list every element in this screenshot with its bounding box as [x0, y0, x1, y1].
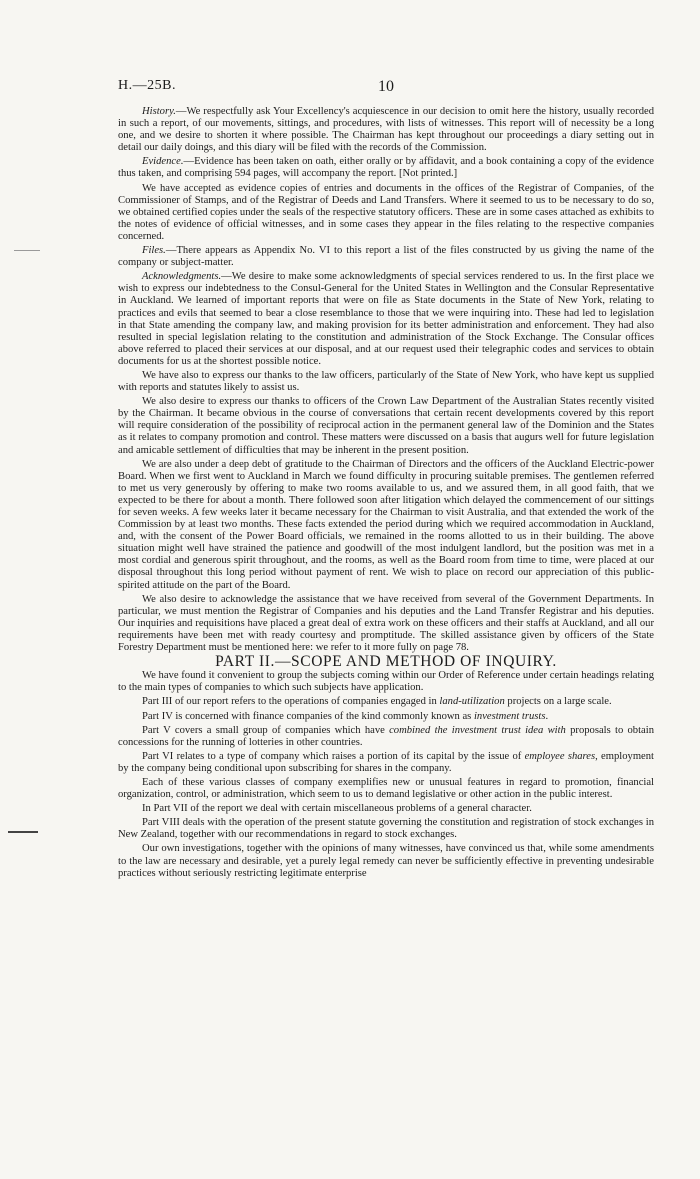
margin-mark — [8, 831, 38, 833]
paragraph-lead: History. — [142, 106, 176, 117]
paragraph-lead: Acknowledgments. — [142, 271, 222, 283]
document-reference: H.—25B. — [118, 78, 176, 93]
paragraph: Part V covers a small group of companies which have combined the investment trust idea with proposals to obtain concessions for the running of lotteries in other countries. — [118, 724, 654, 748]
paragraph: We are also under a deep debt of gratitude to the Chairman of Directors and the officers of the Auckland Electric-power Board. When we first went to Auckland in March we found difficulty in procuring suitable premises. The gentlemen referred to met us very generously by offering to make two rooms available to us, and we assured them, in all good faith, that we expected to be there for about a month. There followed soon after litigation which delayed the commencement of our sittings for seven weeks. A few weeks later it became necessary for the Chairman to visit Australia, and that extended the work of the Commission by at least two months. These facts extended the period during which we required accommodation in Auckland, and, with the consent of the Power Board officials, we remained in the rooms allotted to us in their building. The above situation might well have strained the patience and goodwill of the most indulgent landlord, but the position was met in a most cordial and generous spirit throughout, and the rooms, as well as the Board room from time to time, were placed at our disposal throughout this long period without payment of rent. We wish to place on record our appreciation of this public-spirited attitude on the part of the Board. — [118, 458, 654, 591]
paragraph-lead: Evidence. — [142, 156, 184, 168]
paragraph: Acknowledgments.—We desire to make some acknowledgments of special services rendered to us. In the first place we wish to express our indebtedness to the Consul-General for the United States in Wellington and the Consular Representative in Auckland. We learned of important reports that were on file as State documents in the State of New York, relating to practices and evils that seemed to bear a close resemblance to those that we were inquiring into. These had led to legislation in that State amending the company law, and making provision for its better administration and enforcement. They had also resulted in special legislation relating to the constitution and administration of the Stock Exchange. The Consular offices above referred to placed their services at our disposal, and at our request used their telegraphic codes and services to obtain documents for us at the shortest possible notice. — [118, 271, 654, 367]
paragraph: Each of these various classes of company exemplifies new or unusual features in regard to promotion, financial organization, control, or administration, which seem to us to demand legislative or other action in the public interest. — [118, 776, 654, 801]
paragraph: We also desire to express our thanks to officers of the Crown Law Department of the Australian States recently visited by the Chairman. It became obvious in the course of conversations that certain recent developments covered by this report will require consideration of the possibility of reciprocal action in the permanent general law of the Dominion and the States as it relates to company promotion and control. These matters were discussed on a basis that augurs well for future legislation and amicable settlement of difficulties that may be inherent in the present position. — [118, 396, 654, 456]
page-header — [118, 78, 654, 98]
paragraph: Files.—There appears as Appendix No. VI to this report a list of the files constructed by us giving the name of the company or subject-matter. — [118, 245, 654, 269]
margin-mark — [14, 250, 40, 251]
paragraph: Part VIII deals with the operation of the present statute governing the constitution and registration of stock exchanges in New Zealand, together with our recommendations in regard to stock exchanges. — [118, 817, 654, 841]
body-text — [118, 106, 654, 882]
paragraph-lead: Files. — [142, 245, 166, 257]
paragraph: Part III of our report refers to the operations of companies engaged in land-utilization projects on a large scale. — [142, 696, 612, 708]
paragraph: Part IV is concerned with finance companies of the kind commonly known as investment trusts. — [142, 710, 549, 722]
paragraph: Part VI relates to a type of company which raises a portion of its capital by the issue of employee shares, employment by the company being conditional upon subscribing for shares in the company. — [118, 750, 655, 774]
paragraph: History.—We respectfully ask Your Excellency's acquiescence in our decision to omit here the history, usually recorded in such a report, of our movements, sittings, and procedures, with lists of witnesses. This report will of necessity be a long one, and we desire to shorten it where possible. The Chairman has kept throughout our proceedings a diary setting out in detail our daily doings, and this diary will be filed with the records of the Commission. — [118, 106, 654, 154]
paragraph: Evidence.—Evidence has been taken on oath, either orally or by affidavit, and a book containing a copy of the evidence thus taken, and comprising 594 pages, will accompany the report. [Not printed.] — [118, 156, 654, 180]
part-heading: PART II.—SCOPE AND METHOD OF INQUIRY. — [215, 653, 557, 671]
paragraph: We have accepted as evidence copies of entries and documents in the offices of the Registrar of Companies, of the Commissioner of Stamps, and of the Registrar of Deeds and Land Transfers. Where it seemed to us to be necessary to do so, we obtained certified copies under the seals of the respective statutory officers. These are in some cases attached as exhibits to the notes of evidence of official witnesses, and in some cases they appear in the files relating to the respective companies concerned. — [118, 182, 654, 242]
paragraph: We have found it convenient to group the subjects coming within our Order of Reference under certain headings relating to the main types of companies to which such subjects have application. — [118, 670, 654, 694]
page-number: 10 — [378, 78, 394, 95]
paragraph: We have also to express our thanks to the law officers, particularly of the State of New York, who have kept us supplied with reports and statutes likely to assist us. — [118, 369, 654, 394]
paragraph: Our own investigations, together with the opinions of many witnesses, have convinced us that, while some amendments to the law are necessary and desirable, yet a purely legal remedy can never be sufficiently effective in preventing undesirable practices without seriously restricting legitimate enterprise — [118, 843, 654, 879]
paragraph: We also desire to acknowledge the assistance that we have received from several of the Government Departments. In particular, we must mention the Registrar of Companies and his deputies and the Land Transfer Registrar and his deputies. Our inquiries and requisitions have placed a great deal of extra work on these officers and their staffs at Auckland, and all our requirements have been met with ready courtesy and promptitude. The skilled assistance given by officers of the State Forestry Department must be mentioned here: we refer to it more fully on page 78. — [118, 593, 654, 654]
paragraph: In Part VII of the report we deal with certain miscellaneous problems of a general character. — [142, 803, 532, 815]
